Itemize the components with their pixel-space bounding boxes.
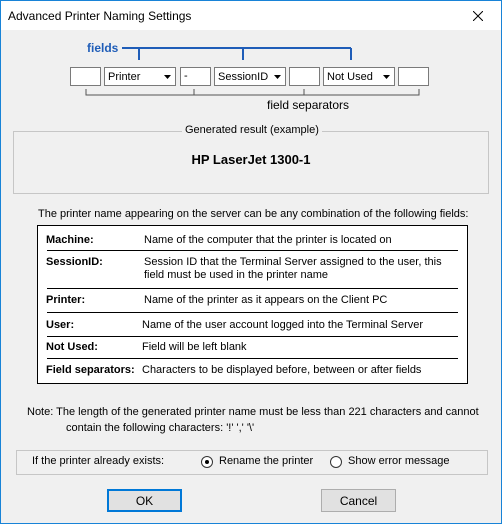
exists-option-group (16, 450, 488, 475)
separator-input-4[interactable] (398, 67, 429, 86)
close-icon (473, 11, 483, 21)
info-text: The printer name appearing on the server can be any combination of the following fields: (38, 208, 469, 220)
separator-input-1[interactable] (70, 67, 101, 86)
separator-input-2[interactable]: - (180, 67, 211, 86)
show-error-radio[interactable] (330, 456, 342, 468)
show-error-radio-label[interactable]: Show error message (348, 455, 450, 467)
row-divider (47, 358, 458, 359)
field-desc: Name of the printer as it appears on the Client PC (144, 294, 388, 306)
generated-result-caption: Generated result (example) (182, 124, 322, 136)
fields-table (37, 225, 468, 384)
ok-button[interactable]: OK (107, 489, 182, 512)
exists-label: If the printer already exists: (32, 455, 165, 467)
field-separators-label: field separators (267, 98, 350, 112)
field-combo-2[interactable] (214, 67, 286, 86)
row-divider (47, 336, 458, 337)
note-line-2: contain the following characters: '!' ',' '\' (66, 422, 255, 434)
row-divider (47, 288, 458, 289)
rename-radio-label[interactable]: Rename the printer (219, 455, 314, 467)
title-bar (1, 1, 501, 30)
field-desc: Name of the user account logged into the Terminal Server (142, 319, 424, 331)
field-key: Printer: (46, 294, 86, 306)
field-desc: Name of the computer that the printer is located on (144, 234, 392, 246)
field-combo-1-value: Printer (108, 70, 141, 83)
field-key: Not Used: (46, 341, 98, 353)
field-key: User: (46, 319, 75, 331)
field-combo-1[interactable] (104, 67, 176, 86)
fields-label: fields (87, 41, 119, 55)
row-divider (47, 312, 458, 313)
note-line-1: Note: The length of the generated printer name must be less than 221 characters and cannot (27, 406, 479, 418)
chevron-down-icon[interactable] (379, 68, 394, 85)
chevron-down-icon[interactable] (160, 68, 175, 85)
field-combo-2-value: SessionID (218, 70, 269, 83)
radio-selected-dot (205, 460, 209, 464)
field-key: Machine: (46, 234, 94, 246)
field-desc: Field will be left blank (142, 341, 247, 353)
generated-result-group (13, 124, 489, 194)
field-combo-3[interactable] (323, 67, 395, 86)
row-divider (47, 250, 458, 251)
field-key: Field separators: (46, 364, 135, 376)
field-key: SessionID: (46, 256, 103, 268)
close-button[interactable] (455, 1, 501, 30)
chevron-down-icon[interactable] (270, 68, 285, 85)
rename-radio[interactable] (201, 456, 213, 468)
cancel-button[interactable]: Cancel (321, 489, 396, 512)
separator-input-3[interactable] (289, 67, 320, 86)
field-desc: Characters to be displayed before, between or after fields (142, 364, 422, 376)
window-title: Advanced Printer Naming Settings (8, 8, 192, 23)
field-combo-3-value: Not Used (327, 70, 373, 83)
generated-result-value: HP LaserJet 1300-1 (191, 152, 311, 167)
field-desc: Session ID that the Terminal Server assigned to the user, this field must be used in the printer name (144, 256, 442, 281)
